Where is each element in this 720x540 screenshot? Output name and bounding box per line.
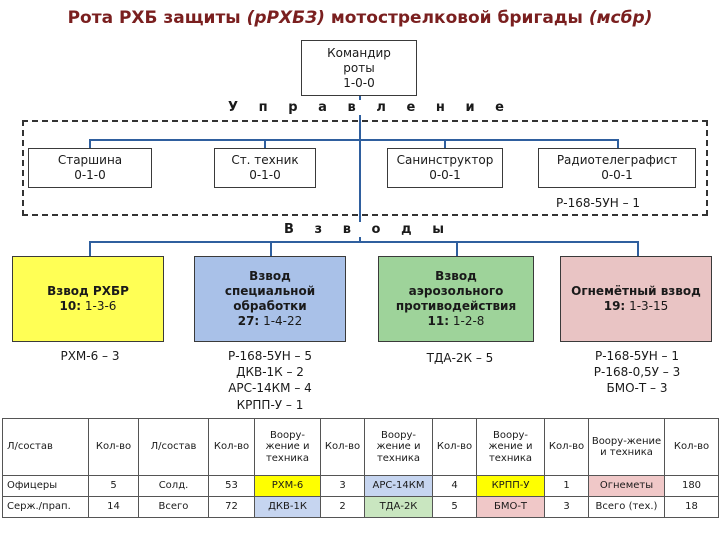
platoon-drop-4: [637, 241, 639, 257]
platoon-drop-3: [456, 241, 458, 257]
platoon-box-decontamination: Взвод специальной обработки 27: 1-4-22: [194, 256, 346, 342]
table-row: Серж./прап. 14 Всего 72 ДКВ-1К 2 ТДА-2К 5 БМО-Т 3 Всего (тех.) 18: [3, 497, 719, 518]
commander-code: 1-0-0: [343, 75, 375, 90]
platoon-box-rkhbr: Взвод РХБР 10: 1-3-6: [12, 256, 164, 342]
management-label: У п р а в л е н и е: [228, 100, 504, 115]
platoon-drop-2: [270, 241, 272, 257]
equipment-decontamination: Р-168-5УН – 5 ДКВ-1К – 2 АРС-14КМ – 4 КРПП-У – 1: [227, 349, 313, 412]
table-header-row: Л/состав Кол-во Л/состав Кол-во Воору-жение и техника Кол-во Воору-жение и техника Кол-во Воору-жение и техника Кол-во Воору-жение и техника Кол-во: [3, 419, 719, 476]
title-middle: мотострелковой бригады: [324, 8, 589, 28]
commander-box: [301, 40, 417, 96]
platoon-box-flamethrower: Огнемётный взвод 19: 1-3-15: [560, 256, 712, 342]
staff-box-starshina: Старшина 0-1-0: [28, 148, 152, 188]
equipment-rkhbr: РХМ-6 – 3: [60, 349, 120, 363]
platoon-drop-1: [89, 241, 91, 257]
platoon-box-aerosol: Взвод аэрозольного противодействия 11: 1-2-8: [378, 256, 534, 342]
radio-note: Р-168-5УН – 1: [556, 196, 641, 210]
totals-table: [2, 418, 719, 518]
title-main: Рота РХБ защиты: [67, 8, 247, 28]
equipment-flamethrower: Р-168-5УН – 1 Р-168-0,5У – 3 БМО-Т – 3: [593, 349, 681, 396]
commander-name: Командир роты: [327, 45, 391, 75]
platoons-horizontal-line: [89, 241, 639, 243]
page-title: [0, 8, 720, 28]
staff-box-technician: Ст. техник 0-1-0: [214, 148, 316, 188]
equipment-aerosol: ТДА-2К – 5: [426, 351, 494, 365]
title-abbr-company: (рРХБЗ): [246, 8, 325, 28]
staff-box-radio-operator: Радиотелеграфист 0-0-1: [538, 148, 696, 188]
title-abbr-brigade: (мсбр): [588, 8, 653, 28]
platoons-label: В з в о д ы: [284, 222, 444, 237]
staff-box-medic: Санинструктор 0-0-1: [387, 148, 503, 188]
table-row: Офицеры 5 Солд. 53 РХМ-6 3 АРС-14КМ 4 КРПП-У 1 Огнеметы 180: [3, 476, 719, 497]
